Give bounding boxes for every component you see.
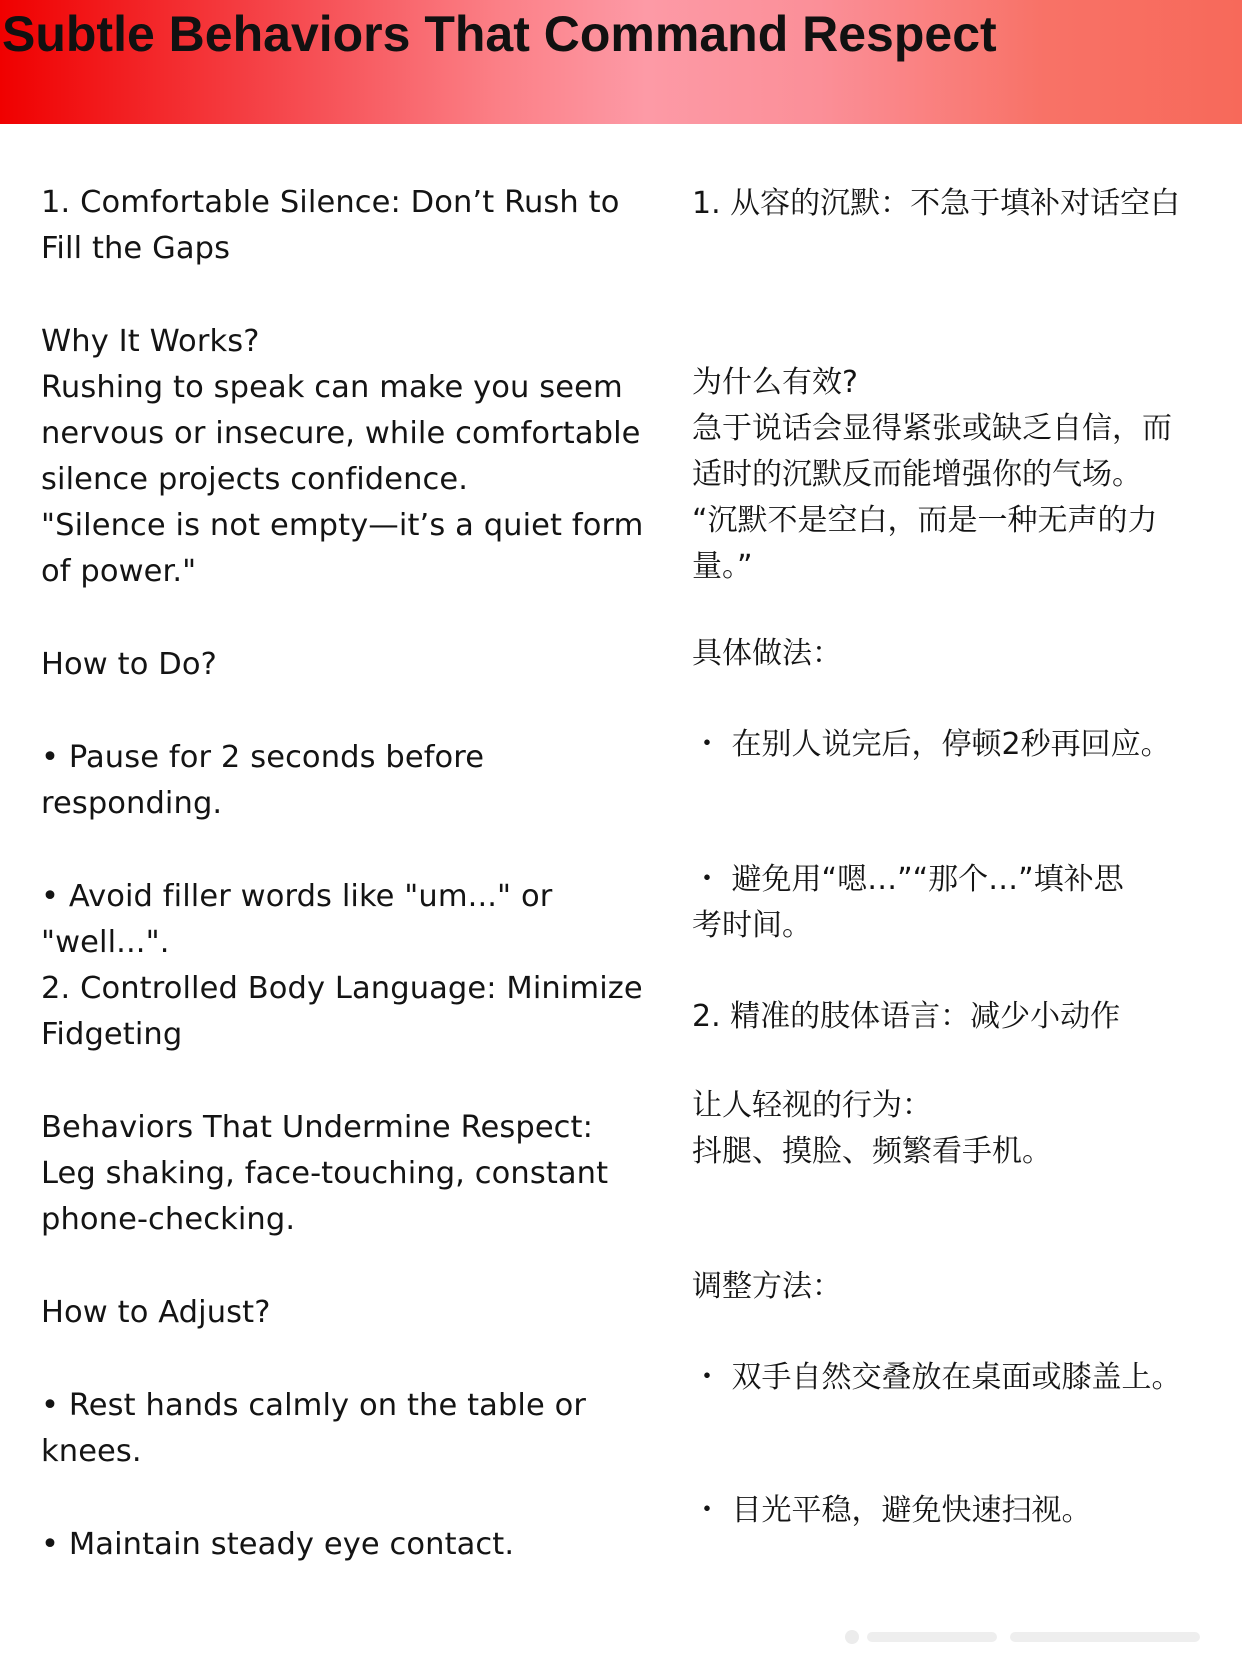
bullet-hands-line2: knees.	[41, 1434, 142, 1469]
zh-bullet-filler-line2: 考时间。	[692, 908, 812, 943]
watermark-dot	[845, 1630, 859, 1644]
why-text-line1: Rushing to speak can make you seem	[41, 370, 623, 405]
undermine-heading: Behaviors That Undermine Respect:	[41, 1110, 593, 1145]
zh-bullet-pause: ・ 在别人说完后，停顿2秒再回应。	[692, 727, 1171, 762]
zh-bullet-eye-contact: ・ 目光平稳，避免快速扫视。	[692, 1493, 1092, 1528]
zh-bullet-hands: ・ 双手自然交叠放在桌面或膝盖上。	[692, 1360, 1182, 1395]
zh-quote-line2: 量。”	[692, 549, 753, 584]
zh-section2-title: 2. 精准的肢体语言：减少小动作	[692, 999, 1121, 1034]
zh-why-heading: 为什么有效?	[692, 365, 858, 400]
why-heading: Why It Works?	[41, 324, 260, 359]
adjust-heading: How to Adjust?	[41, 1295, 271, 1330]
howto-heading: How to Do?	[41, 647, 217, 682]
section2-title-line1: 2. Controlled Body Language: Minimize	[41, 971, 643, 1006]
bullet-hands-line1: • Rest hands calmly on the table or	[41, 1388, 587, 1423]
watermark-bar	[1010, 1632, 1200, 1642]
zh-adjust-heading: 调整方法：	[692, 1269, 842, 1304]
undermine-text-line2: phone-checking.	[41, 1202, 296, 1237]
zh-undermine-heading: 让人轻视的行为：	[692, 1088, 932, 1123]
section2-title-line2: Fidgeting	[41, 1017, 183, 1052]
section1-title-line1: 1. Comfortable Silence: Don’t Rush to	[41, 185, 620, 220]
zh-undermine-text: 抖腿、摸脸、频繁看手机。	[692, 1134, 1052, 1169]
zh-quote-line1: “沉默不是空白，而是一种无声的力	[692, 503, 1158, 538]
watermark-bar	[867, 1632, 997, 1642]
why-text-line2: nervous or insecure, while comfortable	[41, 416, 641, 451]
why-text-line3: silence projects confidence.	[41, 462, 469, 497]
bullet-pause-line2: responding.	[41, 786, 223, 821]
zh-howto-heading: 具体做法：	[692, 636, 842, 671]
section1-title-line2: Fill the Gaps	[41, 231, 231, 266]
quote-line1: "Silence is not empty—it’s a quiet form	[41, 508, 644, 543]
page-title: Subtle Behaviors That Command Respect	[2, 6, 997, 62]
zh-section1-title: 1. 从容的沉默：不急于填补对话空白	[692, 186, 1181, 221]
bullet-filler-line2: "well...".	[41, 925, 170, 960]
bullet-eye-contact: • Maintain steady eye contact.	[41, 1527, 515, 1562]
undermine-text-line1: Leg shaking, face-touching, constant	[41, 1156, 609, 1191]
watermark	[845, 1618, 1225, 1652]
bullet-filler-line1: • Avoid filler words like "um..." or	[41, 879, 553, 914]
quote-line2: of power."	[41, 554, 197, 589]
zh-why-text-line1: 急于说话会显得紧张或缺乏自信，而	[692, 411, 1172, 446]
bullet-pause-line1: • Pause for 2 seconds before	[41, 740, 485, 775]
title-banner	[0, 0, 1242, 124]
zh-bullet-filler-line1: ・ 避免用“嗯…”“那个…”填补思	[692, 862, 1124, 897]
zh-why-text-line2: 适时的沉默反而能增强你的气场。	[692, 457, 1142, 492]
